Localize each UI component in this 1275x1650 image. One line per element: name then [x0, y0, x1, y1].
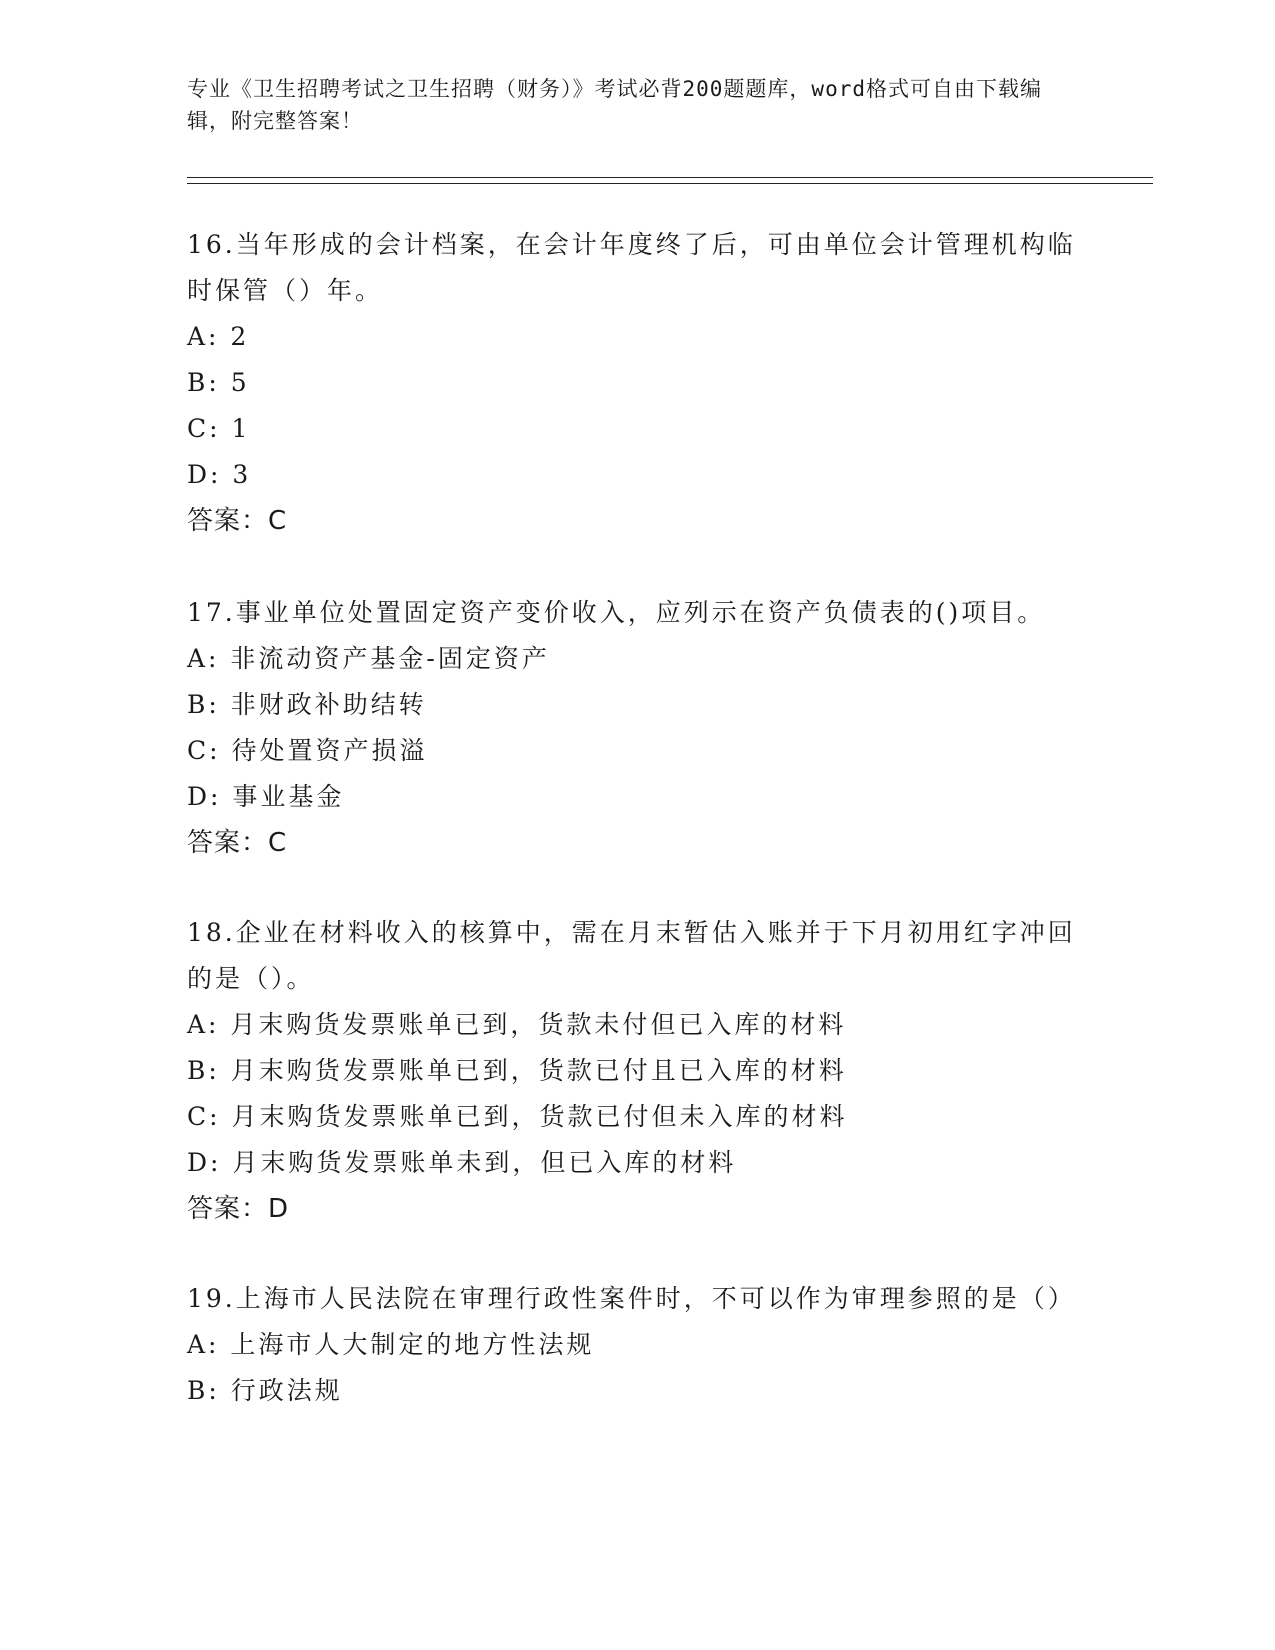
option-b: B: 行政法规	[187, 1376, 343, 1405]
question-stem: 18.企业在材料收入的核算中，需在月末暂估入账并于下月初用红字冲回的是（）。	[187, 918, 1076, 993]
answer: 答案：C	[187, 828, 288, 858]
header-divider-bottom	[187, 183, 1153, 184]
question-stem: 17.事业单位处置固定资产变价收入，应列示在资产负债表的()项目。	[187, 598, 1046, 627]
option-a: A: 上海市人大制定的地方性法规	[187, 1330, 595, 1359]
option-b: B: 5	[187, 368, 250, 397]
answer: 答案：C	[187, 506, 288, 536]
header-divider-top	[187, 177, 1153, 178]
question-16	[187, 222, 1077, 544]
option-c: C: 待处置资产损溢	[187, 736, 428, 765]
option-b: B: 非财政补助结转	[187, 690, 427, 719]
question-19	[187, 1276, 1077, 1414]
option-d: D: 3	[187, 460, 252, 489]
option-c: C: 月末购货发票账单已到，货款已付但未入库的材料	[187, 1102, 848, 1131]
question-stem: 16.当年形成的会计档案，在会计年度终了后，可由单位会计管理机构临时保管（）年。	[187, 230, 1076, 305]
option-d: D: 月末购货发票账单未到，但已入库的材料	[187, 1148, 737, 1177]
option-a: A: 2	[187, 322, 250, 351]
option-b: B: 月末购货发票账单已到，货款已付且已入库的材料	[187, 1056, 847, 1085]
option-d: D: 事业基金	[187, 782, 345, 811]
document-header: 专业《卫生招聘考试之卫生招聘（财务）》考试必背200题题库，word格式可自由下载编辑，附完整答案！	[187, 77, 1042, 133]
question-17	[187, 590, 1077, 866]
question-stem: 19.上海市人民法院在审理行政性案件时，不可以作为审理参照的是（）	[187, 1284, 1076, 1313]
option-a: A: 非流动资产基金-固定资产	[187, 644, 550, 673]
answer: 答案：D	[187, 1194, 290, 1224]
option-a: A: 月末购货发票账单已到，货款未付但已入库的材料	[187, 1010, 847, 1039]
option-c: C: 1	[187, 414, 251, 443]
question-18	[187, 910, 1077, 1232]
